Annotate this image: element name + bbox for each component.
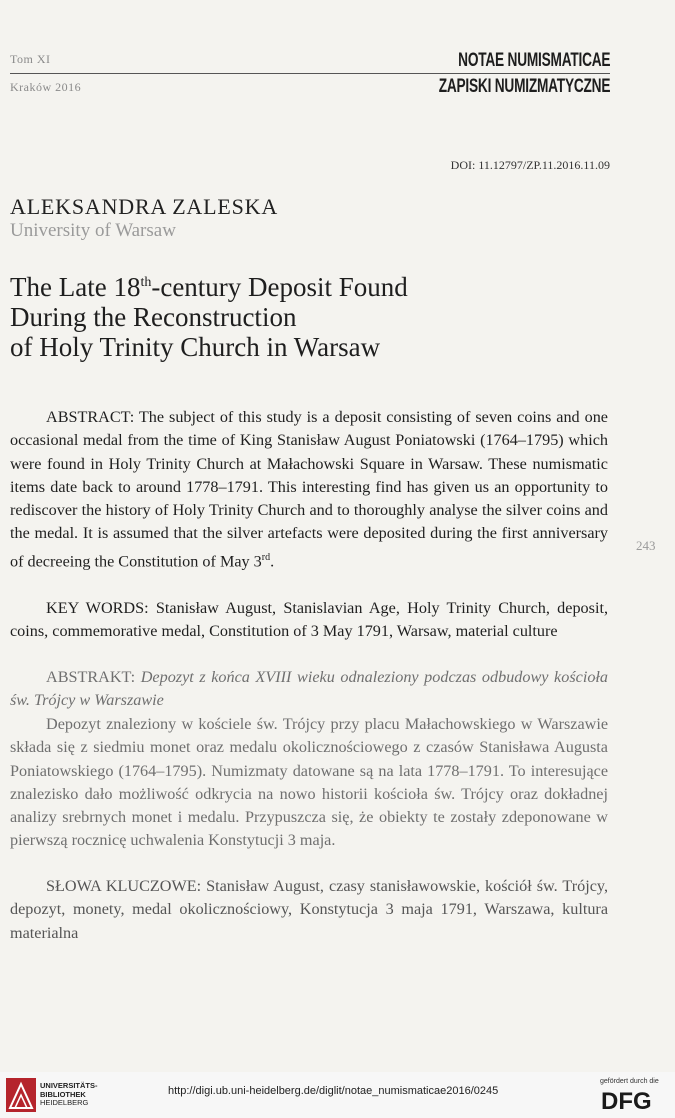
university-library-logo-icon bbox=[6, 1078, 36, 1112]
place-year-label: Kraków 2016 bbox=[10, 80, 82, 94]
title-line-3: of Holy Trinity Church in Warsaw bbox=[10, 332, 381, 362]
abstract-paragraph: ABSTRACT: The subject of this study is a deposit consisting of seven coins and one occasional medal from the time of King Stanisław August Poniatowski (1764–1795) which were found in Holy Trinity Church at Małachowski Square in Warsaw. These numismatic items date back to around 1778–1791. This interesting find has given us an opportunity to rediscover the history of Holy Trinity Church and to thoroughly analyse the silver coins and the medal. It is assumed that the silver artefacts were deposited during the first anniversary of decreeing the Constitution of May 3rd. bbox=[10, 408, 608, 571]
author-name: ALEKSANDRA ZALESKA bbox=[10, 194, 279, 219]
page-number: 243 bbox=[636, 538, 656, 553]
digitization-footer bbox=[0, 1072, 675, 1118]
journal-title-latin: NOTAE NUMISMATICAE bbox=[457, 50, 610, 71]
header-rule bbox=[10, 73, 610, 74]
volume-label: Tom XI bbox=[10, 52, 51, 66]
university-library-name: UNIVERSITÄTS- BIBLIOTHEK HEIDELBERG bbox=[40, 1081, 98, 1107]
funded-by-caption: gefördert durch die bbox=[600, 1078, 659, 1085]
source-url-link[interactable]: http://digi.ub.uni-heidelberg.de/diglit/notae_numismaticae2016/0245 bbox=[168, 1085, 499, 1097]
title-line-2: During the Reconstruction bbox=[10, 302, 297, 332]
abstrakt-heading: ABSTRAKT: Depozyt z końca XVIII wieku odnaleziony podczas odbudowy kościoła św. Trójcy w Warszawie bbox=[10, 668, 609, 710]
abstrakt-paragraph: Depozyt znaleziony w kościele św. Trójcy przy placu Małachowskiego w Warszawie składa się z siedmiu monet oraz medalu okolicznościowego z czasów Stanisława Augusta Poniatowskiego (1764–1795). Numizmaty datowane są na lata 1778–1791. To interesujące znalezisko dało możliwość odkrycia na nowo historii kościoła św. Trójcy oraz dokładnej analizy srebrnych monet i medalu. Przypuszcza się, że obiekty te zostały zdeponowane w pierwszą rocznicę uchwalenia Konstytucji 3 maja. bbox=[10, 715, 608, 850]
slowa-kluczowe-paragraph: SŁOWA KLUCZOWE: Stanisław August, czasy stanisławowskie, kościół św. Trójcy, depozyt, monety, medal okolicznościowy, Konstytucja 3 maja 1791, Warszawa, kultura materialna bbox=[10, 877, 608, 942]
keywords-paragraph: KEY WORDS: Stanisław August, Stanislavian Age, Holy Trinity Church, deposit, coins, commemorative medal, Constitution of 3 May 1791, Warsaw, material culture bbox=[10, 599, 608, 641]
article-title bbox=[10, 268, 408, 362]
journal-title-polish: ZAPISKI NUMIZMATYCZNE bbox=[438, 76, 610, 97]
dfg-logo: DFG bbox=[601, 1088, 652, 1115]
author-affiliation: University of Warsaw bbox=[10, 220, 176, 241]
title-line-1: The Late 18th-century Deposit Found bbox=[10, 272, 408, 302]
doi-label: DOI: 11.12797/ZP.11.2016.11.09 bbox=[450, 158, 610, 172]
